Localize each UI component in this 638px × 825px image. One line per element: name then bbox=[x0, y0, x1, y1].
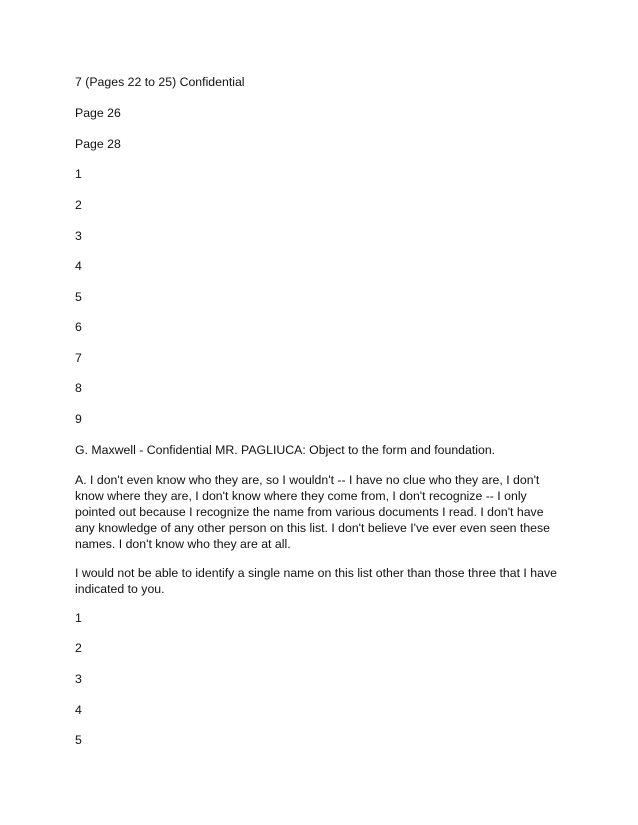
testimony-paragraph: A. I don't even know who they are, so I wouldn't -- I have no clue who they are, I don't know where they are, I don't know where they come from, I don't recognize -- I only pointed out because I recognize the name from various documents I read. I don't have any knowledge of any other person on this list. I don't believe I've ever even seen these names. I don't know who they are at all. bbox=[75, 473, 551, 552]
line-number: 9 bbox=[75, 412, 82, 426]
line-number: 5 bbox=[75, 733, 82, 747]
page-marker: Page 28 bbox=[75, 137, 121, 151]
line-number: 5 bbox=[75, 290, 82, 304]
line-number: 3 bbox=[75, 229, 82, 243]
line-number: 4 bbox=[75, 259, 82, 273]
line-number: 8 bbox=[75, 381, 82, 395]
speaker-heading: G. Maxwell - Confidential MR. PAGLIUCA: Object to the form and foundation. bbox=[75, 443, 496, 457]
line-number: 1 bbox=[75, 611, 82, 625]
line-number: 2 bbox=[75, 641, 82, 655]
document-title: 7 (Pages 22 to 25) Confidential bbox=[75, 75, 245, 89]
line-number: 2 bbox=[75, 198, 82, 212]
line-number: 1 bbox=[75, 167, 82, 181]
page-marker: Page 26 bbox=[75, 106, 121, 120]
line-number: 6 bbox=[75, 320, 82, 334]
line-number: 4 bbox=[75, 703, 82, 717]
line-number: 3 bbox=[75, 672, 82, 686]
line-number: 7 bbox=[75, 351, 82, 365]
testimony-paragraph: I would not be able to identify a single name on this list other than those three that I have indicated to you. bbox=[75, 566, 557, 597]
